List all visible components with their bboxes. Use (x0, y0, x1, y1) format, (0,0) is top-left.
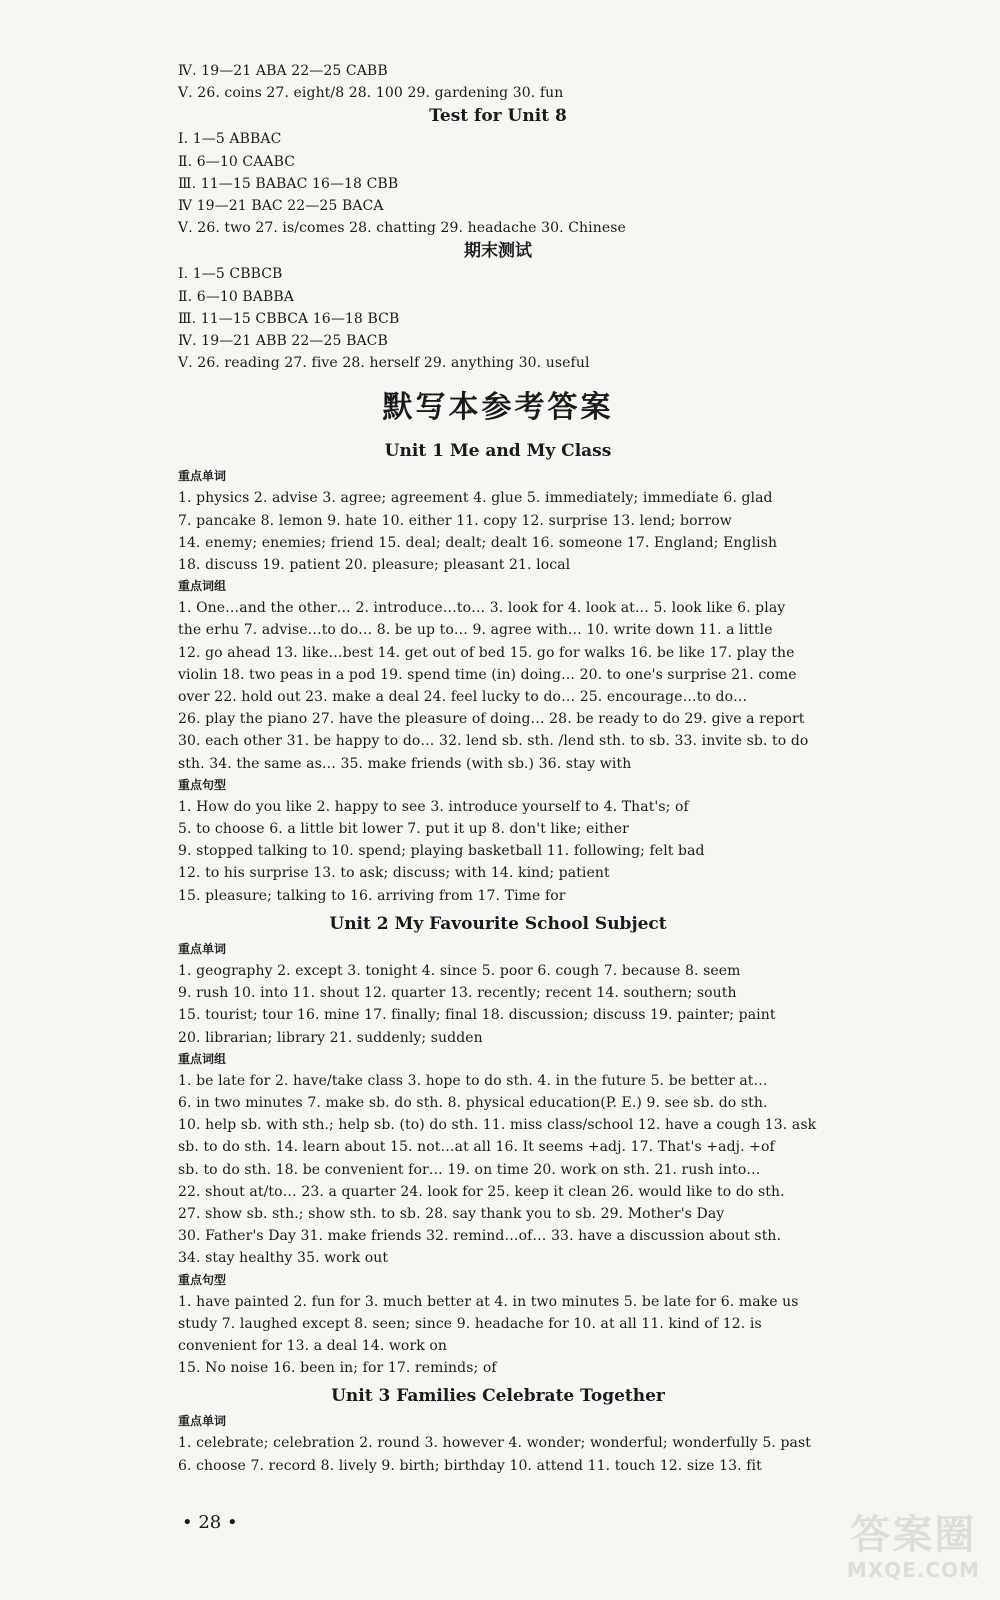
answer-line: Ⅳ 19—21 BAC 22—25 BACA (178, 198, 384, 215)
answer-line: the erhu 7. advise…to do… 8. be up to… 9. agree with… 10. write down 11. a little (178, 622, 773, 639)
answer-line: 12. to his surprise 13. to ask; discuss; with 14. kind; patient (178, 865, 610, 882)
section-label: 重点单词 (178, 1414, 227, 1429)
answer-line: convenient for 13. a deal 14. work on (178, 1337, 448, 1354)
test-unit8-title: Test for Unit 8 (429, 106, 567, 127)
section-label: 重点词组 (178, 1051, 227, 1066)
answer-line: violin 18. two peas in a pod 19. spend time (in) doing… 20. to one's surprise 21. come (178, 666, 797, 683)
answer-line: 12. go ahead 13. like…best 14. get out of bed 15. go for walks 16. be like 17. play the (178, 644, 795, 661)
answer-line: 9. rush 10. into 11. shout 12. quarter 13. recently; recent 14. southern; south (178, 985, 737, 1002)
answer-line: 6. choose 7. record 8. lively 9. birth; birthday 10. attend 11. touch 12. size 13. fit (178, 1457, 762, 1474)
section-label: 重点单词 (178, 941, 227, 956)
answer-line: sb. to do sth. 18. be convenient for… 19. on time 20. work on sth. 21. rush into… (178, 1161, 761, 1178)
answer-line: study 7. laughed except 8. seen; since 9. headache for 10. at all 11. kind of 12. is (178, 1315, 762, 1332)
answer-line: 15. pleasure; talking to 16. arriving from 17. Time for (178, 887, 566, 904)
answer-line: Ⅱ. 6—10 CAABC (178, 153, 296, 170)
answer-line: 30. Father's Day 31. make friends 32. remind…of… 33. have a discussion about sth. (178, 1228, 782, 1245)
section-label: 重点词组 (178, 579, 227, 594)
answer-line: Ⅳ. 19—21 ABA 22—25 CABB (178, 63, 388, 79)
answer-line: Ⅰ. 1—5 ABBAC (178, 131, 282, 148)
unit3-title: Unit 3 Families Celebrate Together (331, 1386, 665, 1407)
answer-line: Ⅲ. 11—15 BABAC 16—18 CBB (178, 175, 399, 192)
unit1-title: Unit 1 Me and My Class (384, 441, 612, 462)
answer-page (178, 60, 818, 1477)
answer-line: 20. librarian; library 21. suddenly; sudden (178, 1029, 483, 1046)
answer-line: 1. One…and the other… 2. introduce…to… 3. look for 4. look at… 5. look like 6. play (178, 600, 786, 617)
section-label: 重点句型 (178, 1272, 227, 1287)
answer-line: 30. each other 31. be happy to do… 32. lend sb. sth. /lend sth. to sb. 33. invite sb. to do (178, 733, 809, 750)
answer-line: 14. enemy; enemies; friend 15. deal; dealt; dealt 16. someone 17. England; English (178, 534, 778, 551)
answer-line: 26. play the piano 27. have the pleasure of doing… 28. be ready to do 29. give a report (178, 711, 805, 728)
answer-line: 9. stopped talking to 10. spend; playing basketball 11. following; felt bad (178, 843, 705, 860)
answer-line: 7. pancake 8. lemon 9. hate 10. either 11. copy 12. surprise 13. lend; borrow (178, 512, 732, 529)
section-label: 重点句型 (178, 777, 227, 792)
answer-line: Ⅴ. 26. two 27. is/comes 28. chatting 29. headache 30. Chinese (178, 220, 626, 237)
final-test-title: 期末测试 (464, 241, 532, 262)
section-label: 重点单词 (178, 469, 227, 484)
answer-line: 1. How do you like 2. happy to see 3. introduce yourself to 4. That's; of (178, 798, 689, 815)
answer-line: 34. stay healthy 35. work out (178, 1250, 389, 1267)
answer-line: over 22. hold out 23. make a deal 24. feel lucky to do… 25. encourage…to do… (178, 689, 748, 706)
answer-line: Ⅲ. 11—15 CBBCA 16—18 BCB (178, 310, 400, 327)
answer-line: 27. show sb. sth.; show sth. to sb. 28. say thank you to sb. 29. Mother's Day (178, 1205, 725, 1222)
answer-line: 18. discuss 19. patient 20. pleasure; pleasant 21. local (178, 557, 571, 574)
watermark-url: MXQE.COM (846, 1558, 980, 1582)
answer-line: Ⅴ. 26. coins 27. eight/8 28. 100 29. gardening 30. fun (178, 85, 564, 102)
answer-line: Ⅳ. 19—21 ABB 22—25 BACB (178, 333, 388, 350)
answer-line: 15. No noise 16. been in; for 17. reminds; of (178, 1360, 497, 1377)
answer-line: 1. physics 2. advise 3. agree; agreement 4. glue 5. immediately; immediate 6. glad (178, 490, 773, 507)
answer-line: 1. have painted 2. fun for 3. much better at 4. in two minutes 5. be late for 6. make us (178, 1293, 799, 1310)
answer-line: sth. 34. the same as… 35. make friends (with sb.) 36. stay with (178, 755, 632, 772)
answer-line: 1. celebrate; celebration 2. round 3. however 4. wonder; wonderful; wonderfully 5. past (178, 1435, 811, 1452)
unit2-title: Unit 2 My Favourite School Subject (329, 913, 667, 934)
answer-line: 5. to choose 6. a little bit lower 7. put it up 8. don't like; either (178, 821, 629, 838)
answer-line: 22. shout at/to… 23. a quarter 24. look for 25. keep it clean 26. would like to do sth. (178, 1183, 785, 1200)
answer-line: 10. help sb. with sth.; help sb. (to) do sth. 11. miss class/school 12. have a cough 13. ask (178, 1117, 817, 1134)
answer-line: Ⅱ. 6—10 BABBA (178, 288, 294, 305)
answer-line: 15. tourist; tour 16. mine 17. finally; final 18. discussion; discuss 19. painter; paint (178, 1007, 776, 1024)
answer-line: 1. geography 2. except 3. tonight 4. since 5. poor 6. cough 7. because 8. seem (178, 962, 741, 979)
answer-line: Ⅴ. 26. reading 27. five 28. herself 29. anything 30. useful (178, 355, 590, 372)
page-number: • 28 • (182, 1512, 238, 1533)
answer-line: sb. to do sth. 14. learn about 15. not…at all 16. It seems +adj. 17. That's +adj. +of (178, 1139, 775, 1156)
watermark-text: 答案圈 (850, 1512, 977, 1558)
answer-line: 1. be late for 2. have/take class 3. hope to do sth. 4. in the future 5. be better at… (178, 1072, 768, 1089)
watermark-logo (847, 1512, 980, 1582)
page-title: 默写本参考答案 (382, 390, 614, 426)
answer-line: 6. in two minutes 7. make sb. do sth. 8. physical education(P. E.) 9. see sb. do sth. (178, 1094, 768, 1111)
answer-line: Ⅰ. 1—5 CBBCB (178, 266, 283, 283)
